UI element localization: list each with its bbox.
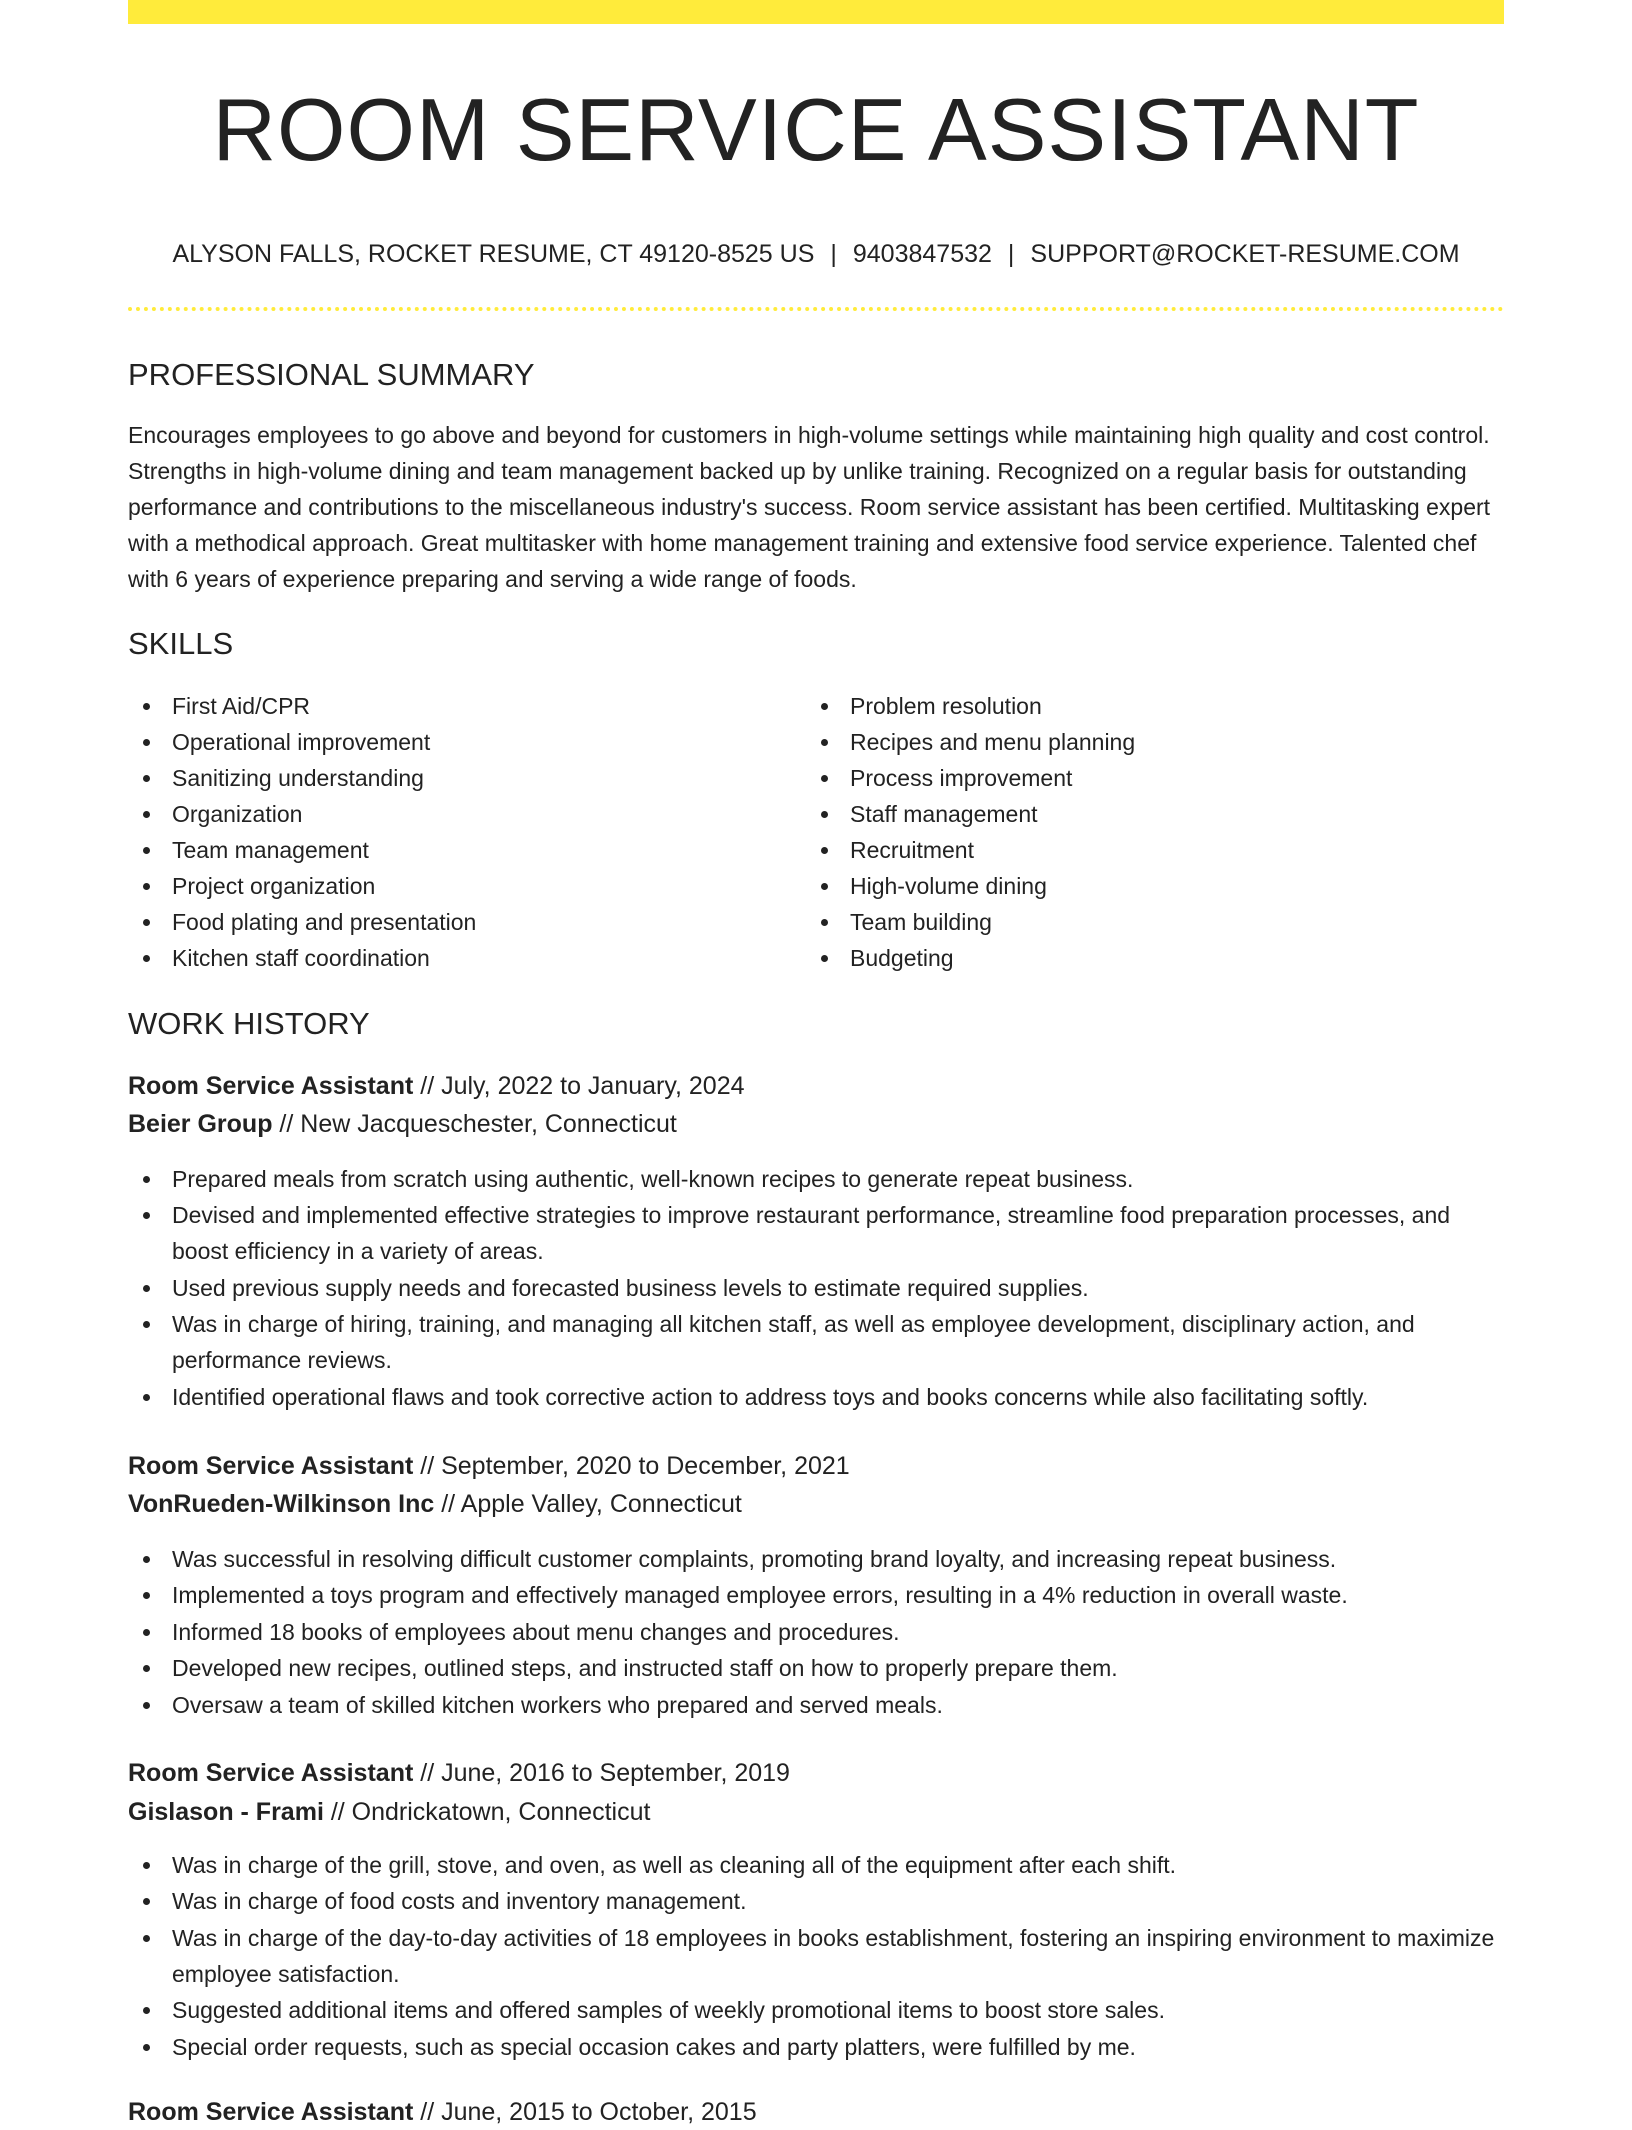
job-title-line — [128, 2094, 757, 2130]
job-company: Beier Group — [128, 1110, 273, 1138]
job-company-line — [128, 1486, 742, 1522]
skill-item: Organization — [128, 796, 768, 832]
job-location: // New Jacqueschester, Connecticut — [272, 1110, 677, 1138]
job-company-line — [128, 1794, 650, 1830]
job-bullet: Implemented a toys program and effectively managed employee errors, resulting in a 4% reduction in overall waste. — [128, 1577, 1504, 1613]
job-bullet: Special order requests, such as special occasion cakes and party platters, were fulfilled by me. — [128, 2029, 1504, 2065]
job-bullet: Prepared meals from scratch using authentic, well-known recipes to generate repeat business. — [128, 1161, 1504, 1197]
work-history-heading: WORK HISTORY — [128, 1006, 370, 1041]
job-dates: // July, 2022 to January, 2024 — [413, 1072, 745, 1100]
job-bullet: Was successful in resolving difficult customer complaints, promoting brand loyalty, and increasing repeat business. — [128, 1541, 1504, 1577]
skill-item: Team management — [128, 832, 768, 868]
skill-item: Recipes and menu planning — [806, 724, 1496, 760]
contact-separator: | — [1007, 240, 1015, 268]
job-dates: // June, 2016 to September, 2019 — [413, 1759, 790, 1787]
skill-item: Sanitizing understanding — [128, 760, 768, 796]
job-bullet: Suggested additional items and offered samples of weekly promotional items to boost store sales. — [128, 1992, 1504, 2028]
skill-item: Kitchen staff coordination — [128, 940, 768, 976]
job-bullet: Was in charge of the day-to-day activities of 18 employees in books establishment, fostering an inspiring environment to maximize employee satisfaction. — [128, 1920, 1504, 1992]
job-title-line — [128, 1755, 790, 1791]
contact-separator: | — [830, 240, 837, 268]
job-bullets — [128, 1541, 1504, 1723]
job-title: Room Service Assistant — [128, 1759, 414, 1787]
skill-item: First Aid/CPR — [128, 688, 768, 724]
skill-item: Staff management — [806, 796, 1496, 832]
job-location: // Ondrickatown, Connecticut — [323, 1798, 651, 1826]
skills-list-left — [128, 688, 768, 976]
accent-bar — [128, 0, 1504, 24]
dotted-divider — [128, 307, 1504, 311]
job-location: // Apple Valley, Connecticut — [434, 1490, 742, 1518]
job-title: Room Service Assistant — [128, 2098, 414, 2126]
job-bullet: Devised and implemented effective strategies to improve restaurant performance, streamline food preparation processes, and boost efficiency in a variety of areas. — [128, 1197, 1504, 1269]
skill-item: Process improvement — [806, 760, 1496, 796]
job-bullets — [128, 1161, 1504, 1415]
skill-item: Project organization — [128, 868, 768, 904]
skill-item: Budgeting — [806, 940, 1496, 976]
job-title: Room Service Assistant — [128, 1452, 414, 1480]
job-company: Gislason - Frami — [128, 1798, 324, 1826]
contact-address: ALYSON FALLS, ROCKET RESUME, CT 49120-8525 US — [172, 240, 815, 268]
skill-item: Food plating and presentation — [128, 904, 768, 940]
job-company-line — [128, 1106, 677, 1142]
summary-text: Encourages employees to go above and beyond for customers in high-volume settings while maintaining high quality and cost control. Strengths in high-volume dining and team management backed up by unlike training. Recognized on a regular basis for outstanding performance and contributions to the miscellaneous industry's success. Room service assistant has been certified. Multitasking expert with a methodical approach. Great multitasker with home management training and extensive food service experience. Talented chef with 6 years of experience preparing and serving a wide range of foods. — [128, 422, 1491, 592]
skill-item: Operational improvement — [128, 724, 768, 760]
job-bullet: Informed 18 books of employees about menu changes and procedures. — [128, 1614, 1504, 1650]
job-bullet: Used previous supply needs and forecasted business levels to estimate required supplies. — [128, 1270, 1504, 1306]
skill-item: Recruitment — [806, 832, 1496, 868]
skill-item: Team building — [806, 904, 1496, 940]
job-bullet: Oversaw a team of skilled kitchen workers who prepared and served meals. — [128, 1687, 1504, 1723]
job-bullet: Developed new recipes, outlined steps, and instructed staff on how to properly prepare them. — [128, 1650, 1504, 1686]
skill-item: Problem resolution — [806, 688, 1496, 724]
skills-list-right — [806, 688, 1496, 976]
job-dates: // June, 2015 to October, 2015 — [413, 2098, 757, 2126]
job-bullet: Was in charge of hiring, training, and managing all kitchen staff, as well as employee development, disciplinary action, and performance reviews. — [128, 1306, 1504, 1378]
job-company: VonRueden-Wilkinson Inc — [128, 1490, 435, 1518]
skill-item: High-volume dining — [806, 868, 1496, 904]
job-bullet: Was in charge of food costs and inventory management. — [128, 1883, 1504, 1919]
job-dates: // September, 2020 to December, 2021 — [413, 1452, 850, 1480]
job-title: Room Service Assistant — [128, 1072, 414, 1100]
resume-title: ROOM SERVICE ASSISTANT — [212, 80, 1420, 179]
contact-phone: 9403847532 — [852, 240, 992, 268]
job-title-line — [128, 1448, 850, 1484]
job-bullet: Identified operational flaws and took corrective action to address toys and books concerns while also facilitating softly. — [128, 1379, 1504, 1415]
job-bullet: Was in charge of the grill, stove, and oven, as well as cleaning all of the equipment after each shift. — [128, 1847, 1504, 1883]
summary-heading: PROFESSIONAL SUMMARY — [128, 357, 535, 392]
job-title-line — [128, 1068, 745, 1104]
contact-email: SUPPORT@ROCKET-RESUME.COM — [1030, 240, 1460, 268]
job-bullets — [128, 1847, 1504, 2065]
skills-heading: SKILLS — [128, 626, 234, 661]
contact-line — [128, 236, 1504, 272]
